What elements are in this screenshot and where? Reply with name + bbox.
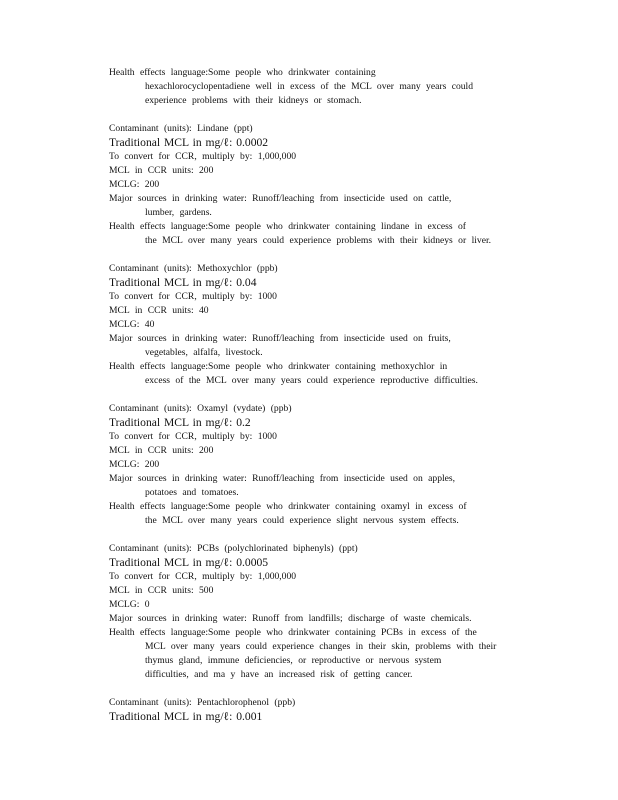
traditional-mcl: Traditional MCL in mg/ℓ: 0.04 [109, 276, 257, 289]
mcl-ccr-units: MCL in CCR units: 500 [109, 585, 214, 596]
contaminant-block-lindane [109, 122, 569, 248]
mclg: MCLG: 0 [109, 599, 150, 610]
major-sources-line: Major sources in drinking water: Runoff/leaching from insecticide used on cattle, [109, 193, 452, 204]
health-effects-line: Health effects language:Some people who drinkwater containing [109, 67, 376, 78]
health-effects-line: the MCL over many years could experience problems with their kidneys or liver. [145, 235, 492, 246]
contaminant-heading: Contaminant (units): Oxamyl (vydate) (ppb) [109, 403, 292, 414]
health-effects-line: MCL over many years could experience changes in their skin, problems with their [145, 641, 497, 652]
convert-factor: To convert for CCR, multiply by: 1,000,000 [109, 151, 297, 162]
contaminant-heading: Contaminant (units): Methoxychlor (ppb) [109, 263, 278, 274]
contaminant-block-pentachlorophenol [109, 696, 569, 724]
health-effects-line: difficulties, and ma y have an increased risk of getting cancer. [145, 669, 413, 680]
mcl-ccr-units: MCL in CCR units: 200 [109, 165, 214, 176]
major-sources-line: Major sources in drinking water: Runoff/leaching from insecticide used on fruits, [109, 333, 451, 344]
traditional-mcl: Traditional MCL in mg/ℓ: 0.001 [109, 710, 263, 723]
traditional-mcl: Traditional MCL in mg/ℓ: 0.0002 [109, 136, 269, 149]
mclg: MCLG: 40 [109, 319, 155, 330]
major-sources-line: potatoes and tomatoes. [145, 487, 239, 498]
health-effects-line: the MCL over many years could experience slight nervous system effects. [145, 515, 459, 526]
convert-factor: To convert for CCR, multiply by: 1,000,000 [109, 571, 297, 582]
health-effects-line: excess of the MCL over many years could experience reproductive difficulties. [145, 375, 478, 386]
major-sources-line: vegetables, alfalfa, livestock. [145, 347, 263, 358]
convert-factor: To convert for CCR, multiply by: 1000 [109, 431, 277, 442]
contaminant-heading: Contaminant (units): Lindane (ppt) [109, 123, 253, 134]
contaminant-block-oxamyl [109, 402, 569, 528]
document-page [109, 66, 569, 724]
mclg: MCLG: 200 [109, 179, 160, 190]
mcl-ccr-units: MCL in CCR units: 40 [109, 305, 209, 316]
mcl-ccr-units: MCL in CCR units: 200 [109, 445, 214, 456]
contaminant-block-hexachlorocyclopentadiene [109, 66, 569, 108]
traditional-mcl: Traditional MCL in mg/ℓ: 0.2 [109, 416, 251, 429]
contaminant-block-pcbs [109, 542, 569, 682]
health-effects-line: Health effects language:Some people who drinkwater containing PCBs in excess of the [109, 627, 477, 638]
convert-factor: To convert for CCR, multiply by: 1000 [109, 291, 277, 302]
health-effects-line: experience problems with their kidneys or stomach. [145, 95, 362, 106]
contaminant-block-methoxychlor [109, 262, 569, 388]
health-effects-line: Health effects language:Some people who drinkwater containing oxamyl in excess of [109, 501, 467, 512]
traditional-mcl: Traditional MCL in mg/ℓ: 0.0005 [109, 556, 269, 569]
health-effects-line: Health effects language:Some people who drinkwater containing lindane in excess of [109, 221, 466, 232]
mclg: MCLG: 200 [109, 459, 160, 470]
major-sources-line: lumber, gardens. [145, 207, 212, 218]
health-effects-line: Health effects language:Some people who drinkwater containing methoxychlor in [109, 361, 448, 372]
major-sources-line: Major sources in drinking water: Runoff from landfills; discharge of waste chemicals. [109, 613, 472, 624]
health-effects-line: thymus gland, immune deficiencies, or reproductive or nervous system [145, 655, 442, 666]
contaminant-heading: Contaminant (units): Pentachlorophenol (ppb) [109, 697, 296, 708]
contaminant-heading: Contaminant (units): PCBs (polychlorinated biphenyls) (ppt) [109, 543, 358, 554]
health-effects-line: hexachlorocyclopentadiene well in excess of the MCL over many years could [145, 81, 474, 92]
major-sources-line: Major sources in drinking water: Runoff/leaching from insecticide used on apples, [109, 473, 456, 484]
